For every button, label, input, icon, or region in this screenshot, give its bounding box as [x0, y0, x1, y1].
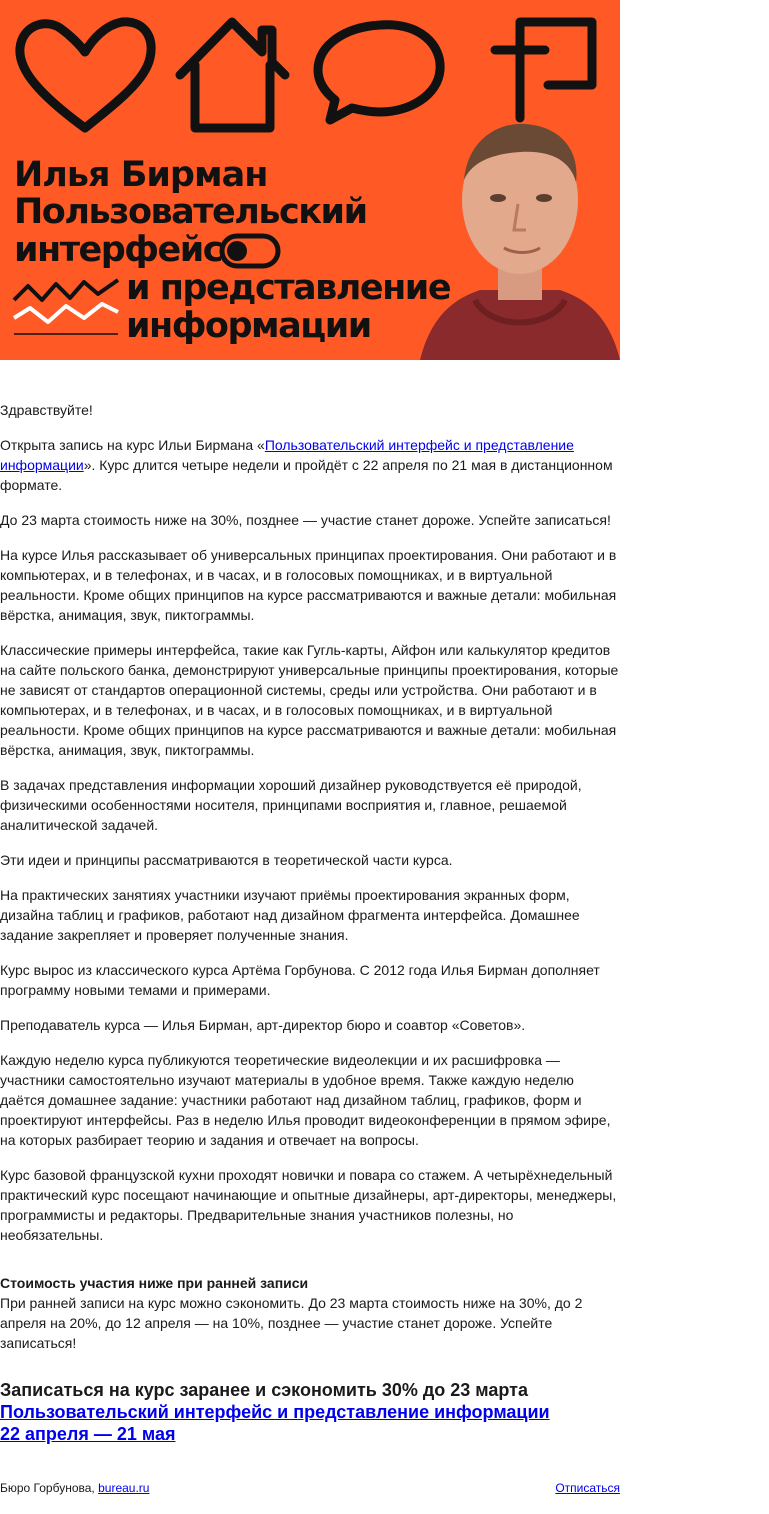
course-link[interactable]: Пользовательский интерфейс и представление информации [0, 437, 574, 473]
banner-title-line-4: информации [126, 306, 371, 346]
paragraph: На практических занятиях участники изучают приёмы проектирования экранных форм, дизайна таблиц и графиков, работают над дизайном фрагмента интерфейса. Домашнее задание закрепляет и проверяет полученные знания. [0, 887, 580, 943]
heart-icon [20, 22, 151, 128]
paragraph: Классические примеры интерфейса, такие как Гугль-карты, Айфон или калькулятор кредитов на сайте польского банка, демонстрируют универсальные принципы проектирования, которые не зависят от стандартов операционной системы, среды или устройства. Они работают и в компьютерах, и в телефонах, и в часах, и в голосовых помощниках, и в виртуальной реальности. Кроме общих принципов на курсе рассматриваются и важные детали: мобильная вёрстка, анимация, звук, пиктограммы. [0, 642, 619, 758]
email-body [0, 400, 620, 1445]
unsubscribe-link[interactable]: Отписаться [555, 1481, 620, 1495]
price-text: При ранней записи на курс можно сэкономить. До 23 марта стоимость ниже на 30%, до 2 апреля на 20%, до 12 апреля — на 10%, позднее — участие станет дороже. Успейте записаться! [0, 1295, 583, 1351]
cta-dates-link[interactable]: 22 апреля — 21 мая [0, 1424, 176, 1444]
banner-title-line-3: и представление [126, 268, 451, 308]
paragraph: Преподаватель курса — Илья Бирман, арт-директор бюро и соавтор «Советов». [0, 1017, 526, 1033]
paragraph: Курс базовой французской кухни проходят новички и повара со стажем. А четырёхнедельный практический курс посещают начинающие и опытные дизайнеры, арт-директоры, менеджеры, программисты и редакторы. Предварительные знания участников полезны, но необязательны. [0, 1167, 617, 1243]
banner-author-name: Илья Бирман [14, 155, 268, 195]
bureau-site-link[interactable]: bureau.ru [98, 1481, 150, 1495]
course-banner [0, 0, 620, 360]
paragraph: Эти идеи и принципы рассматриваются в теоретической части курса. [0, 852, 453, 868]
banner-title-line-2: интерфейс [14, 230, 223, 270]
house-icon [180, 22, 285, 128]
intro-paragraph: Открыта запись на курс Ильи Бирмана «Пользовательский интерфейс и представление информации». Курс длится четыре недели и пройдёт с 22 апреля по 21 мая в дистанционном формате. [0, 437, 613, 493]
portrait-photo [420, 100, 620, 360]
cta-heading: Записаться на курс заранее и сэкономить 30% до 23 марта [0, 1380, 528, 1400]
paragraph: Курс вырос из классического курса Артёма Горбунова. С 2012 года Илья Бирман дополняет программу новыми темами и примерами. [0, 962, 600, 998]
zigzag-chart-icon [14, 280, 118, 300]
greeting: Здравствуйте! [0, 402, 93, 418]
cta-course-link[interactable]: Пользовательский интерфейс и представление информации [0, 1402, 550, 1422]
price-heading: Стоимость участия ниже при ранней записи [0, 1275, 309, 1291]
cta-block [0, 1379, 620, 1445]
paragraph: Каждую неделю курса публикуются теоретические видеолекции и их расшифровка — участники самостоятельно изучают материалы в удобное время. Также каждую неделю даётся домашнее задание: участники работают над дизайном таблиц, графиков, форм и проектируют интерфейсы. Раз в неделю Илья проводит видеоконференции в прямом эфире, на которых разбирает теорию и задания и отвечает на вопросы. [0, 1052, 611, 1148]
paragraph: На курсе Илья рассказывает об универсальных принципах проектирования. Они работают и в компьютерах, и в телефонах, и в часах, и в голосовых помощниках, и в виртуальной реальности. Кроме общих принципов на курсе рассматриваются и важные детали: мобильная вёрстка, анимация, звук, пиктограммы. [0, 547, 617, 623]
footer [0, 1480, 620, 1496]
paragraph: До 23 марта стоимость ниже на 30%, позднее — участие станет дороже. Успейте записаться! [0, 512, 611, 528]
paragraph: В задачах представления информации хороший дизайнер руководствуется её природой, физическими особенностями носителя, принципами восприятия и, главное, решаемой аналитической задачей. [0, 777, 582, 833]
footer-org: Бюро Горбунова, [0, 1481, 99, 1495]
banner-title-line-1: Пользовательский [14, 192, 367, 232]
